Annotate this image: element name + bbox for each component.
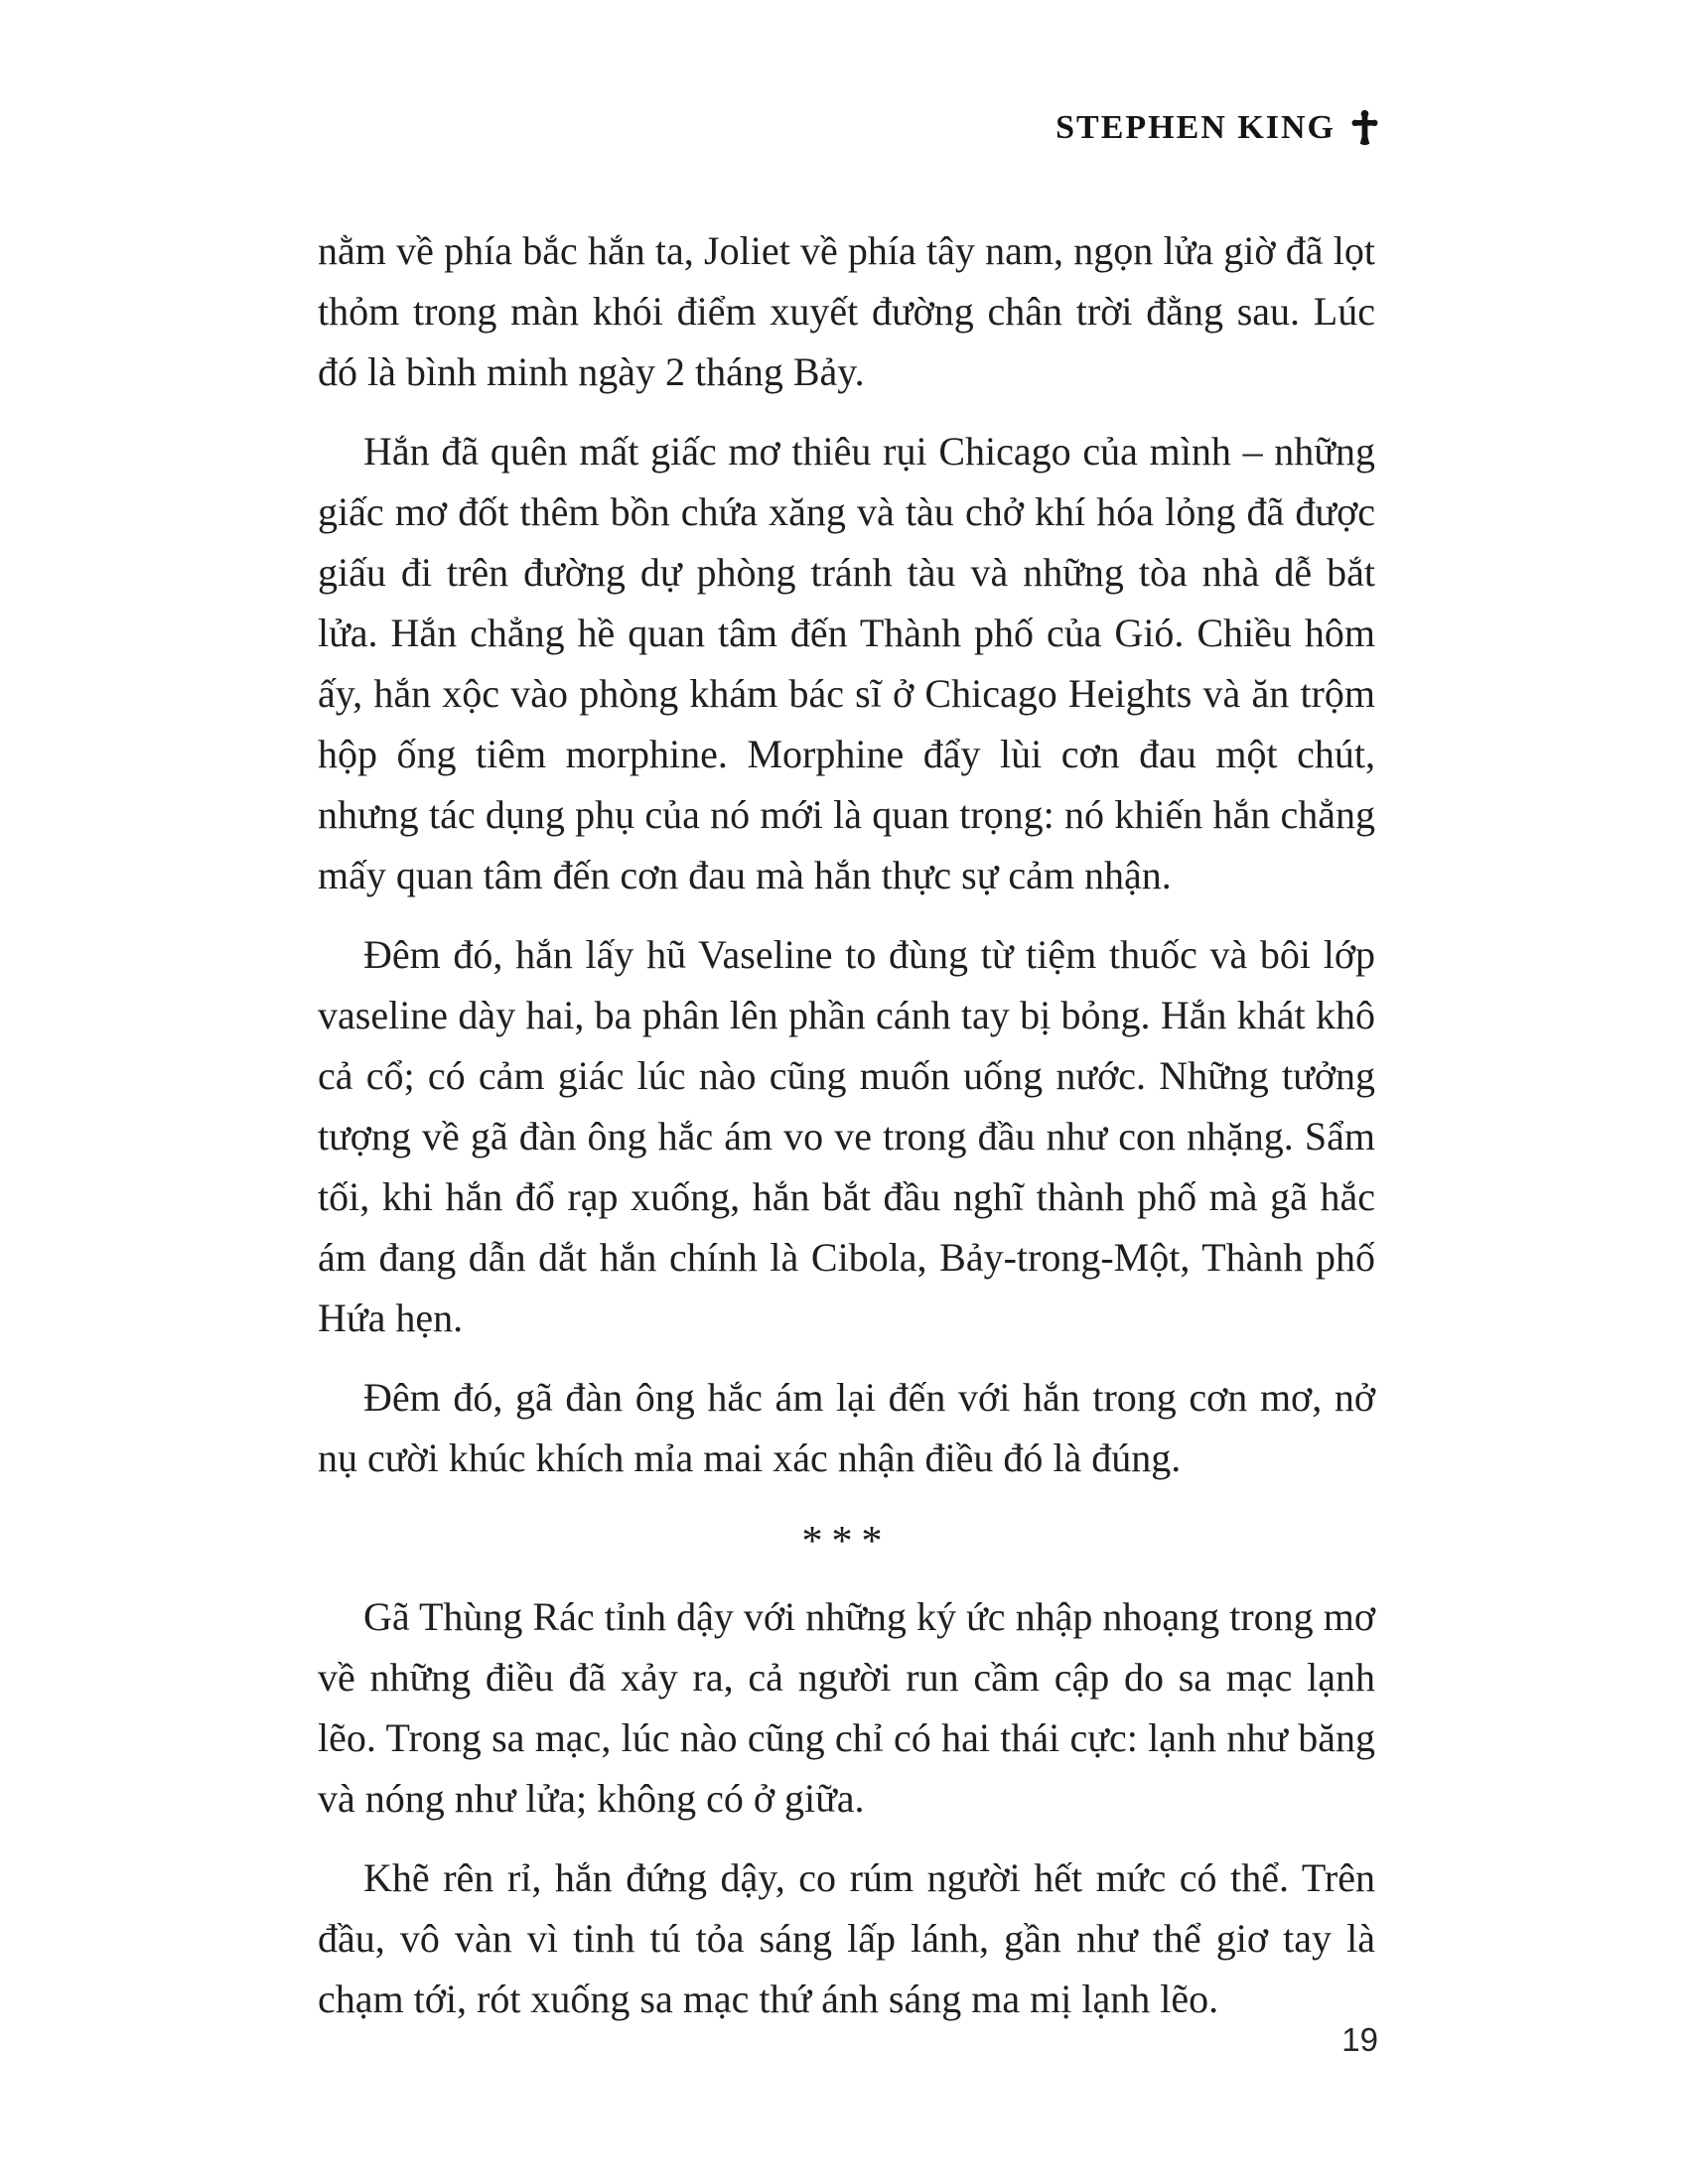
section-separator: *** <box>801 1519 892 1565</box>
page-footer <box>1341 2023 1378 2056</box>
paragraph: Đêm đó, gã đàn ông hắc ám lại đến với hắn trong cơn mơ, nở nụ cười khúc khích mỉa mai xác nhận điều đó là đúng. <box>318 1375 1375 1480</box>
paragraph: Đêm đó, hắn lấy hũ Vaseline to đùng từ tiệm thuốc và bôi lớp vaseline dày hai, ba phân lên phần cánh tay bị bỏng. Hắn khát khô cả cổ; có cảm giác lúc nào cũng muốn uống nước. Những tưởng tượng về gã đàn ông hắc ám vo ve trong đầu như con nhặng. Sẩm tối, khi hắn đổ rạp xuống, hắn bắt đầu nghĩ thành phố mà gã hắc ám đang dẫn dắt hắn chính là Cibola, Bảy-trong-Một, Thành phố Hứa hẹn. <box>318 932 1375 1340</box>
running-head <box>1055 109 1378 147</box>
paragraph: Hắn đã quên mất giấc mơ thiêu rụi Chicago của mình – những giấc mơ đốt thêm bồn chứa xăng và tàu chở khí hóa lỏng đã được giấu đi trên đường dự phòng tránh tàu và những tòa nhà dễ bắt lửa. Hắn chẳng hề quan tâm đến Thành phố của Gió. Chiều hôm ấy, hắn xộc vào phòng khám bác sĩ ở Chicago Heights và ăn trộm hộp ống tiêm morphine. Morphine đẩy lùi cơn đau một chút, nhưng tác dụng phụ của nó mới là quan trọng: nó khiến hắn chẳng mấy quan tâm đến cơn đau mà hắn thực sự cảm nhận. <box>318 429 1375 897</box>
cross-icon <box>1351 109 1378 147</box>
paragraph: nằm về phía bắc hắn ta, Joliet về phía tây nam, ngọn lửa giờ đã lọt thỏm trong màn khói điểm xuyết đường chân trời đằng sau. Lúc đó là bình minh ngày 2 tháng Bảy. <box>318 228 1375 394</box>
page-number: 19 <box>1341 2021 1378 2058</box>
paragraph: Khẽ rên rỉ, hắn đứng dậy, co rúm người hết mức có thể. Trên đầu, vô vàn vì tinh tú tỏa sáng lấp lánh, gần như thể giơ tay là chạm tới, rót xuống sa mạc thứ ánh sáng ma mị lạnh lẽo. <box>318 1855 1375 2021</box>
paragraph: Gã Thùng Rác tỉnh dậy với những ký ức nhập nhoạng trong mơ về những điều đã xảy ra, cả người run cầm cập do sa mạc lạnh lẽo. Trong sa mạc, lúc nào cũng chỉ có hai thái cực: lạnh như băng và nóng như lửa; không có ở giữa. <box>318 1594 1375 1821</box>
page-body <box>318 220 1375 2048</box>
running-head-author: STEPHEN KING <box>1055 109 1336 146</box>
